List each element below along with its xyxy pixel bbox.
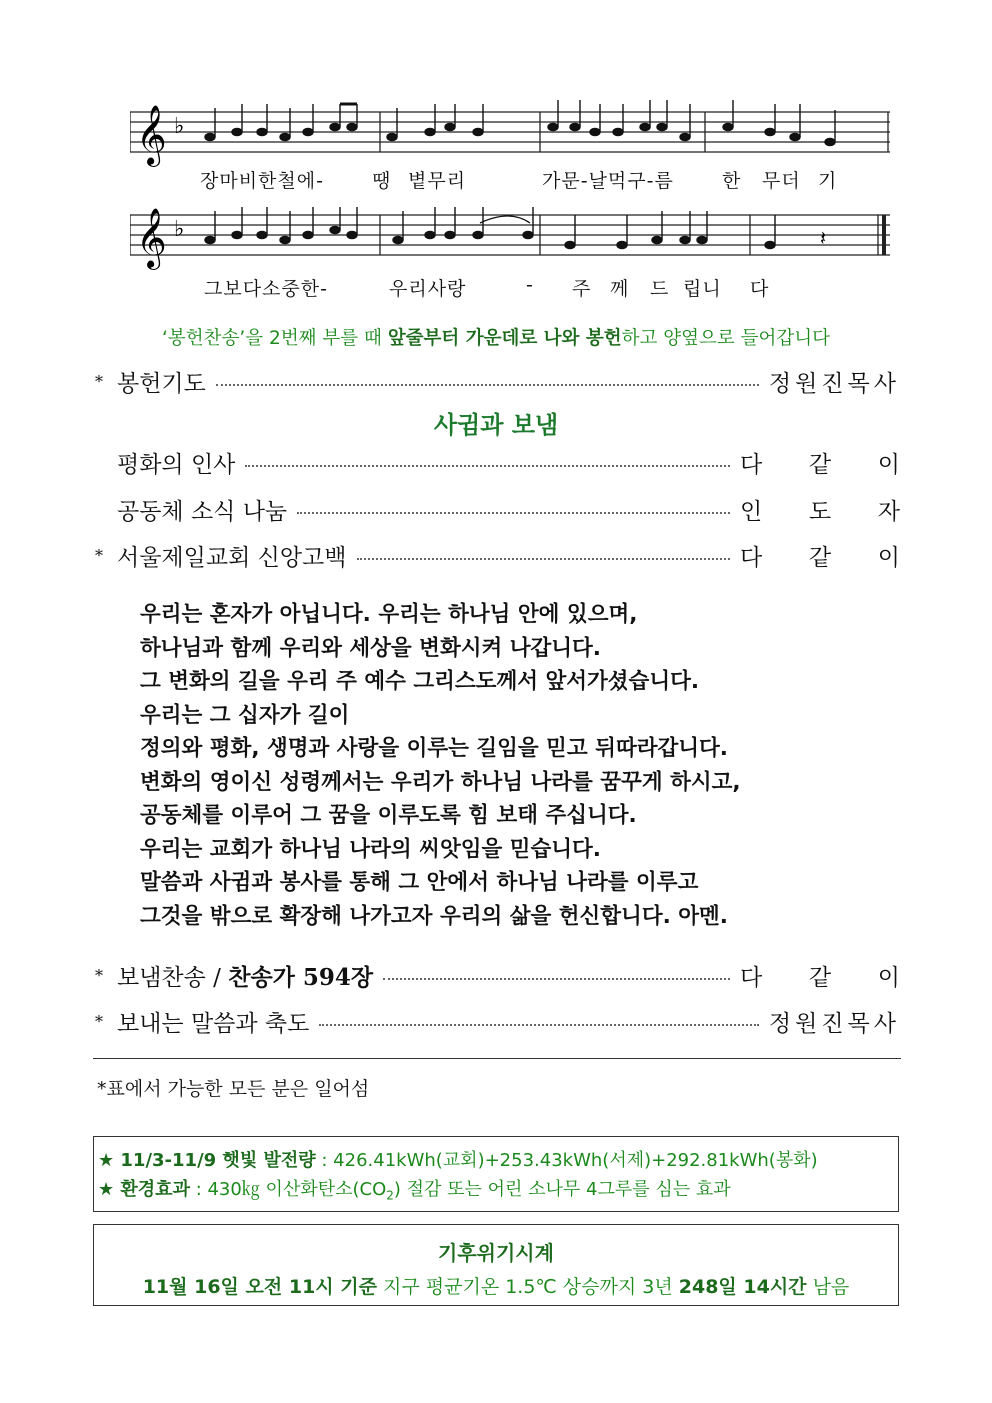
lyric: 드 bbox=[650, 278, 670, 300]
svg-text:♭: ♭ bbox=[174, 114, 185, 139]
svg-text:𝄽: 𝄽 bbox=[820, 226, 827, 250]
lyric: 그보다소중한- bbox=[204, 278, 328, 300]
order-sending-hymn: * 보냄찬송 / 찬송가 594장 다 같 이 bbox=[95, 963, 900, 991]
solar-power-box: ★ 11/3-11/9 햇빛 발전량 : 426.41kWh(교회)+253.43kWh(서제)+292.81kWh(봉화) ★ 환경효과 : 430㎏ 이산화탄소$(CO_2)$ 절감 또는 어린 소나무 4그루를 심는 효과 bbox=[93, 1136, 899, 1212]
lyric: 땡 bbox=[372, 170, 392, 192]
leader-dots bbox=[319, 1024, 759, 1026]
divider bbox=[93, 1058, 901, 1059]
leader-dots bbox=[357, 558, 731, 560]
section-title: 사귐과 보냄 bbox=[433, 411, 559, 439]
lyric: 께 bbox=[610, 278, 630, 300]
order-benediction: * 보내는 말씀과 축도 정원진목사 bbox=[95, 1010, 900, 1037]
svg-text:𝄞: 𝄞 bbox=[136, 105, 167, 165]
leader-dots bbox=[383, 978, 730, 980]
lyric: - bbox=[526, 274, 534, 296]
lyric: 볕무리 bbox=[408, 170, 467, 192]
leader-dots bbox=[216, 384, 759, 386]
order-news: 공동체 소식 나눔 인 도 자 bbox=[117, 498, 900, 525]
lyric: 립니 bbox=[683, 278, 722, 300]
creed-text: 우리는 혼자가 아닙니다. 우리는 하나님 안에 있으며, 하나님과 함께 우리와 세상을 변화시켜 나갑니다. 그 변화의 길을 우리 주 예수 그리스도께서 앞서가셨습니다. 우리는 그 십자가 길이 정의와 평화, 생명과 사랑을 이루는 길임을 믿고 뒤따라갑니다. 변화의 영이신 성령께서는 우리가 하나님 나라를 꿈꾸게 하시고, 공동체를 이루어 그 꿈을 이루도록 힘 보태 주십니다. 우리는 교회가 하나님 나라의 씨앗임을 믿습니다. 말씀과 사귐과 봉사를 통해 그 안에서 하나님 나라를 이루고 그것을 밖으로 확장해 나가고자 우리의 삶을 헌신합니다. 아멘. bbox=[140, 602, 741, 929]
offering-notice: ‘봉헌찬송’을 2번째 부를 때 앞줄부터 가운데로 나와 봉헌하고 양옆으로 들어갑니다 bbox=[162, 328, 830, 349]
lyric: 한 bbox=[722, 170, 742, 192]
lyric: 우리사랑 bbox=[389, 278, 467, 300]
lyric: 장마비한철에- bbox=[200, 170, 324, 192]
music-staff-1 bbox=[130, 100, 890, 170]
svg-text:𝄞: 𝄞 bbox=[136, 208, 167, 268]
leader-dots bbox=[297, 512, 730, 514]
music-staff-2 bbox=[130, 203, 890, 273]
lyric: 기 bbox=[818, 170, 838, 192]
lyric: 다 bbox=[750, 278, 770, 300]
leader-dots bbox=[245, 465, 730, 467]
lyric: 무더 bbox=[762, 170, 801, 192]
lyric: 가문-날먹구-름 bbox=[542, 170, 674, 192]
climate-clock-title: 기후위기시계 bbox=[438, 1241, 554, 1265]
climate-clock-box: 기후위기시계 11월 16일 오전 11시 기준 지구 평균기온 1.5℃ 상승까지 3년 248일 14시간 남음 bbox=[93, 1224, 899, 1306]
svg-text:♭: ♭ bbox=[174, 217, 185, 242]
standing-footnote: *표에서 가능한 모든 분은 일어섬 bbox=[97, 1078, 370, 1100]
order-greeting: 평화의 인사 다 같 이 bbox=[117, 451, 900, 478]
lyric: 주 bbox=[572, 278, 592, 300]
order-creed: * 서울제일교회 신앙고백 다 같 이 bbox=[95, 544, 900, 571]
order-offering-prayer: * 봉헌기도 정원진목사 bbox=[95, 370, 900, 397]
